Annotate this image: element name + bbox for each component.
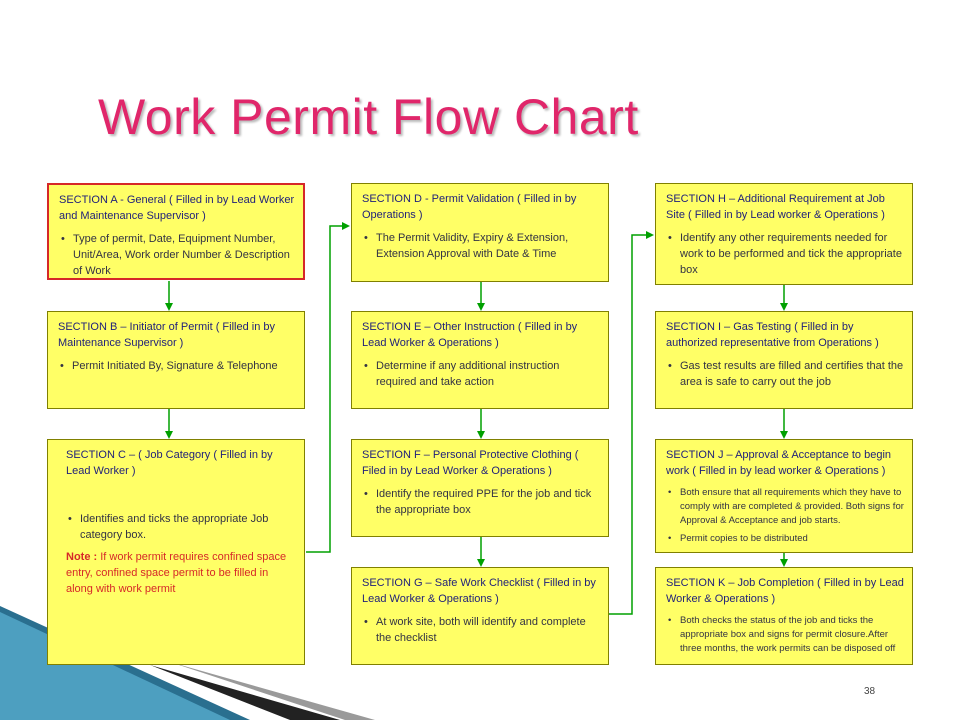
arrow-c-to-d [306,226,348,552]
section-j-box [655,439,913,553]
section-i-bullet: • Gas test results are filled and certifies that the area is safe to carry out the job [666,358,904,390]
section-d-bullet: • The Permit Validity, Expiry & Extension, Extension Approval with Date & Time [362,230,600,262]
section-c-note [66,549,296,597]
section-c-heading: SECTION C – ( Job Category ( Filled in by Lead Worker ) [66,449,273,477]
section-c-bullet: • Identifies and ticks the appropriate Job category box. [66,511,296,543]
section-e-box [351,311,609,409]
section-k-heading: SECTION K – Job Completion ( Filled in by Lead Worker & Operations ) [666,577,904,605]
section-b-heading: SECTION B – Initiator of Permit ( Filled in by Maintenance Supervisor ) [58,321,276,349]
section-c-box [47,439,305,665]
section-j-bullet-2: • Permit copies to be distributed [666,532,904,546]
section-g-box [351,567,609,665]
section-a-box [47,183,305,280]
section-f-box [351,439,609,537]
section-b-bullet: • Permit Initiated By, Signature & Telephone [58,358,296,374]
section-f-bullet: • Identify the required PPE for the job and tick the appropriate box [362,486,600,518]
section-d-heading: SECTION D - Permit Validation ( Filled in by Operations ) [362,193,577,221]
section-e-bullet: • Determine if any additional instruction required and take action [362,358,600,390]
section-h-heading: SECTION H – Additional Requirement at Job Site ( Filled in by Lead worker & Operations ) [666,193,885,221]
section-j-bullet-1: • Both ensure that all requirements which they have to comply with are completed & provided. Both signs for Approval & Acceptance and job starts. [666,486,904,528]
section-a-heading: SECTION A - General ( Filled in by Lead Worker and Maintenance Supervisor ) [59,194,295,222]
section-i-heading: SECTION I – Gas Testing ( Filled in by authorized representative from Operations ) [666,321,879,349]
section-b-box [47,311,305,409]
section-h-bullet: • Identify any other requirements needed for work to be performed and tick the appropriate box [666,230,904,278]
section-a-bullet: • Type of permit, Date, Equipment Number, Unit/Area, Work order Number & Description of Work [59,231,295,279]
section-e-heading: SECTION E – Other Instruction ( Filled in by Lead Worker & Operations ) [362,321,578,349]
section-j-heading: SECTION J – Approval & Acceptance to begin work ( Filled in by lead worker & Operations ) [666,449,892,477]
arrow-g-to-h [609,235,652,614]
section-h-box [655,183,913,285]
page-number: 38 [864,686,876,697]
section-c-note-text: If work permit requires confined space entry, confined space permit to be filled in along with work permit [66,551,287,595]
section-d-box [351,183,609,282]
section-c-note-label: Note : [66,551,98,563]
section-g-heading: SECTION G – Safe Work Checklist ( Filled in by Lead Worker & Operations ) [362,577,596,605]
section-k-bullet: • Both checks the status of the job and ticks the appropriate box and signs for permit closure.After three months, the work permits can be disposed off [666,614,904,656]
section-g-bullet: • At work site, both will identify and complete the checklist [362,614,600,646]
section-i-box [655,311,913,409]
section-k-box [655,567,913,665]
section-f-heading: SECTION F – Personal Protective Clothing ( Filed in by Lead Worker & Operations ) [362,449,579,477]
page-title: Work Permit Flow Chart [98,89,639,145]
